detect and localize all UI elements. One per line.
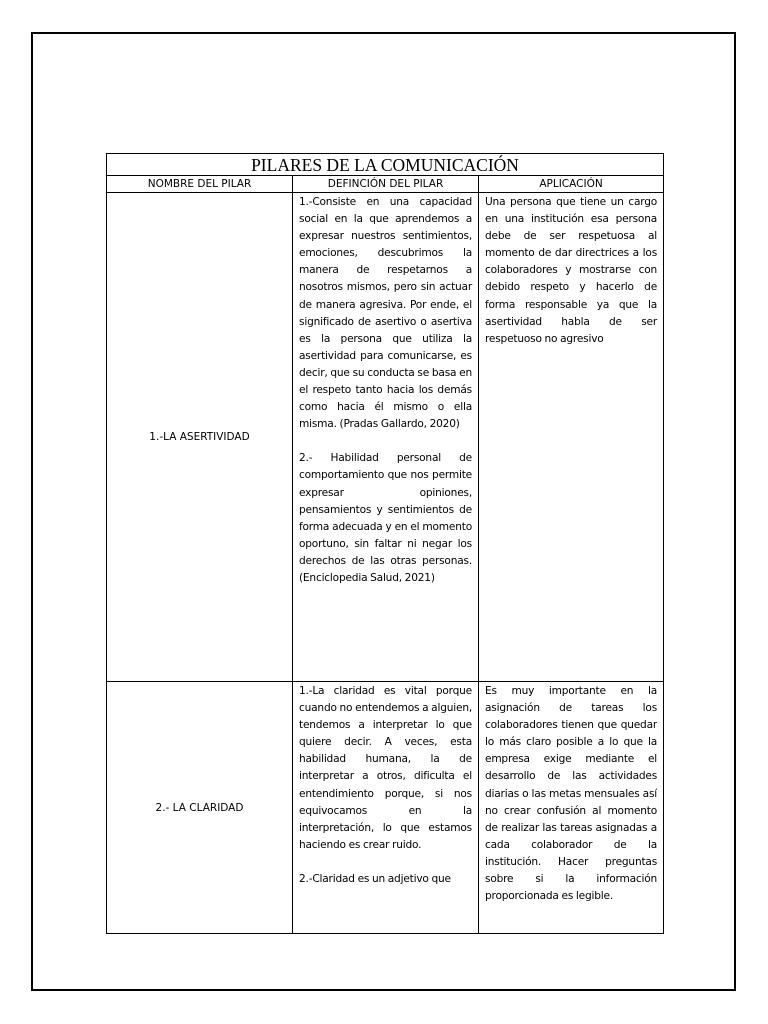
table-title-row [107, 154, 664, 176]
definition-paragraph: 1.-La claridad es vital porque cuando no entendemos a alguien, tendemos a interpretar lo que quiere decir. A veces, esta habilidad humana, la de interpretar a otros, dificulta el entendimiento porque, si nos equivocamos en la interpretación, lo que estamos haciendo es crear ruido. [299, 685, 472, 851]
pillar-name: 2.- LA CLARIDAD [107, 682, 293, 934]
table-header-row [107, 176, 664, 193]
pillar-definition [293, 682, 479, 934]
table-row [107, 682, 664, 934]
application-text: Una persona que tiene un cargo en una institución esa persona debe de ser respetuosa al momento de dar directrices a los colaboradores y mostrarse con debido respeto y hacerlo de forma responsable ya que la asertividad habla de ser respetuoso no agresivo [485, 196, 658, 345]
pillar-name: 1.-LA ASERTIVIDAD [107, 193, 293, 682]
pillar-application [479, 193, 664, 682]
pillar-application [479, 682, 664, 934]
header-pillar-definition: DEFINCIÓN DEL PILAR [293, 176, 479, 193]
table-row [107, 193, 664, 682]
pillar-definition [293, 193, 479, 682]
definition-paragraph: 2.- Habilidad personal de comportamiento que nos permite expresar opiniones, pensamientos y sentimientos de forma adecuada y en el momento oportuno, sin faltar ni negar los derechos de las otras personas. (Enciclopedia Salud, 2021) [299, 452, 472, 584]
header-pillar-name: NOMBRE DEL PILAR [107, 176, 293, 193]
header-application: APLICACIÓN [479, 176, 664, 193]
pillars-table [106, 153, 664, 934]
application-text: Es muy importante en la asignación de tareas los colaboradores tienen que quedar lo más claro posible a lo que la empresa exige mediante el desarrollo de las actividades diarias o las metas mensuales así no crear confusión al momento de realizar las tareas asignadas a cada colaborador de la institución. Hacer preguntas sobre si la información proporcionada es legible. [485, 685, 658, 903]
definition-paragraph: 2.-Claridad es un adjetivo que [299, 872, 451, 885]
definition-paragraph: 1.-Consiste en una capacidad social en la que aprendemos a expresar nuestros sentimientos, emociones, descubrimos la manera de respetarnos a nosotros mismos, pero sin actuar de manera agresiva. Por ende, el significado de asertivo o asertiva es la persona que utiliza la asertividad para comunicarse, es decir, que su conducta se basa en el respeto tanto hacia los demás como hacia él mismo o ella misma. (Pradas Gallardo, 2020) [299, 196, 472, 431]
table-title: PILARES DE LA COMUNICACIÓN [107, 154, 664, 176]
